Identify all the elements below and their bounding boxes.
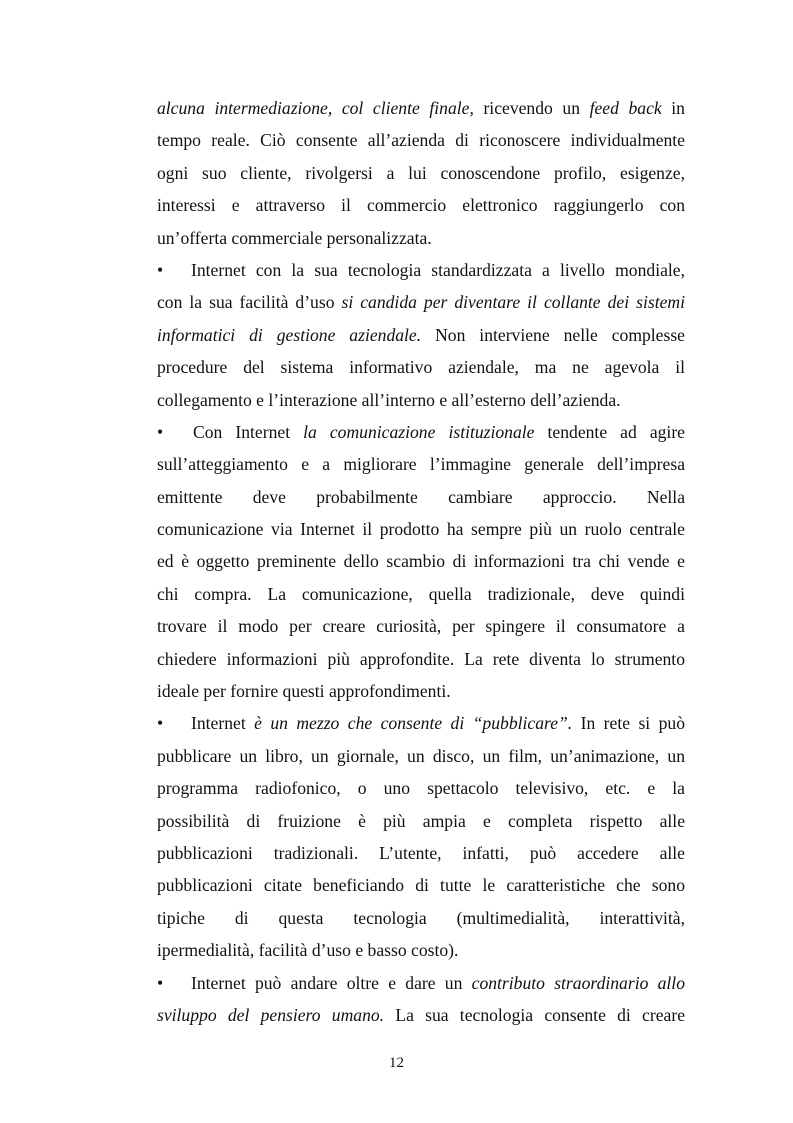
text-run: procedure del sistema informativo aziendale, ma ne agevola il: [157, 357, 685, 378]
bullet-line: [157, 254, 685, 286]
italic-text: alcuna intermediazione, col cliente finale,: [157, 98, 474, 118]
text-run: interessi e attraverso il commercio elettronico raggiungerlo con: [157, 195, 685, 216]
text-line: [157, 740, 685, 772]
page-number: 12: [389, 1055, 404, 1071]
text-line: [157, 481, 685, 513]
text-line: [157, 319, 685, 351]
text-line: [157, 837, 685, 869]
text-run: pubblicazioni citate beneficiando di tutte le caratteristiche che sono: [157, 875, 685, 896]
text-run: tendente ad agire: [534, 421, 685, 442]
bullet-marker: •: [157, 421, 164, 442]
text-line: [157, 448, 685, 480]
text-run: programma radiofonico, o uno spettacolo televisivo, etc. e la: [157, 778, 685, 799]
text-run: comunicazione via Internet il prodotto ha sempre più un ruolo centrale: [157, 519, 685, 540]
text-run: Non interviene nelle complesse: [421, 324, 685, 345]
bullet-line: [157, 967, 685, 999]
bullet-line: [157, 707, 685, 739]
text-line: [157, 286, 685, 318]
text-run: sull’atteggiamento e a migliorare l’immagine generale dell’impresa: [157, 454, 685, 475]
text-line: [157, 189, 685, 221]
text-run: possibilità di fruizione è più ampia e completa rispetto alle: [157, 810, 685, 831]
text-line: [157, 805, 685, 837]
text-run: collegamento e l’interazione all’interno e all’esterno dell’azienda.: [157, 389, 621, 410]
bullet-marker: •: [157, 713, 164, 734]
italic-text: si candida per diventare il collante dei sistemi: [341, 292, 685, 313]
text-line: [157, 675, 685, 707]
italic-text: informatici di gestione aziendale.: [157, 324, 422, 345]
text-line: [157, 513, 685, 545]
italic-text: è un mezzo che consente di “pubblicare”.: [254, 713, 573, 734]
text-run: Con Internet: [193, 421, 304, 442]
text-run: La sua tecnologia consente di creare: [384, 1004, 685, 1025]
italic-text: sviluppo del pensiero umano.: [157, 1004, 385, 1025]
text-run: Internet con la sua tecnologia standardizzata a livello mondiale,: [191, 259, 685, 280]
bullet-line: [157, 416, 685, 448]
text-line: [157, 545, 685, 577]
text-line: [157, 92, 685, 124]
text-run: Internet può andare oltre e dare un: [191, 972, 472, 993]
text-line: [157, 124, 685, 156]
text-line: [157, 772, 685, 804]
text-line: [157, 384, 685, 416]
text-line: [157, 610, 685, 642]
text-run: ed è oggetto preminente dello scambio di informazioni tra chi vende e: [157, 551, 685, 572]
text-run: pubblicazioni tradizionali. L’utente, infatti, può accedere alle: [157, 842, 685, 863]
text-run: ogni suo cliente, rivolgersi a lui conoscendone profilo, esigenze,: [157, 162, 685, 183]
italic-text: la comunicazione istituzionale: [303, 421, 535, 442]
text-run: in: [661, 98, 685, 118]
document-body: [157, 92, 685, 1031]
text-run: con la sua facilità d’uso: [157, 292, 342, 313]
text-run: chiedere informazioni più approfondite. La rete diventa lo strumento: [157, 648, 685, 669]
text-line: [157, 869, 685, 901]
text-line: [157, 902, 685, 934]
text-run: ricevendo un: [473, 98, 590, 118]
text-line: [157, 157, 685, 189]
text-run: In rete si può: [572, 713, 685, 734]
text-line: [157, 578, 685, 610]
text-line: [157, 999, 685, 1031]
text-run: tempo reale. Ciò consente all’azienda di riconoscere individualmente: [157, 130, 685, 151]
italic-text: contributo straordinario allo: [471, 972, 685, 993]
text-line: [157, 643, 685, 675]
text-run: Internet: [191, 713, 255, 734]
bullet-marker: •: [157, 972, 164, 993]
text-run: pubblicare un libro, un giornale, un disco, un film, un’animazione, un: [157, 745, 685, 766]
italic-text: feed back: [589, 98, 662, 118]
text-run: un’offerta commerciale personalizzata.: [157, 227, 432, 248]
text-line: [157, 934, 685, 966]
bullet-marker: •: [157, 259, 164, 280]
text-run: chi compra. La comunicazione, quella tradizionale, deve quindi: [157, 583, 685, 604]
text-run: trovare il modo per creare curiosità, per spingere il consumatore a: [157, 616, 685, 637]
text-run: ipermedialità, facilità d’uso e basso costo).: [157, 940, 459, 961]
text-line: [157, 222, 685, 254]
text-line: [157, 351, 685, 383]
text-run: ideale per fornire questi approfondimenti.: [157, 681, 451, 702]
text-run: tipiche di questa tecnologia (multimedialità, interattività,: [157, 907, 685, 928]
text-run: emittente deve probabilmente cambiare approccio. Nella: [157, 486, 685, 507]
